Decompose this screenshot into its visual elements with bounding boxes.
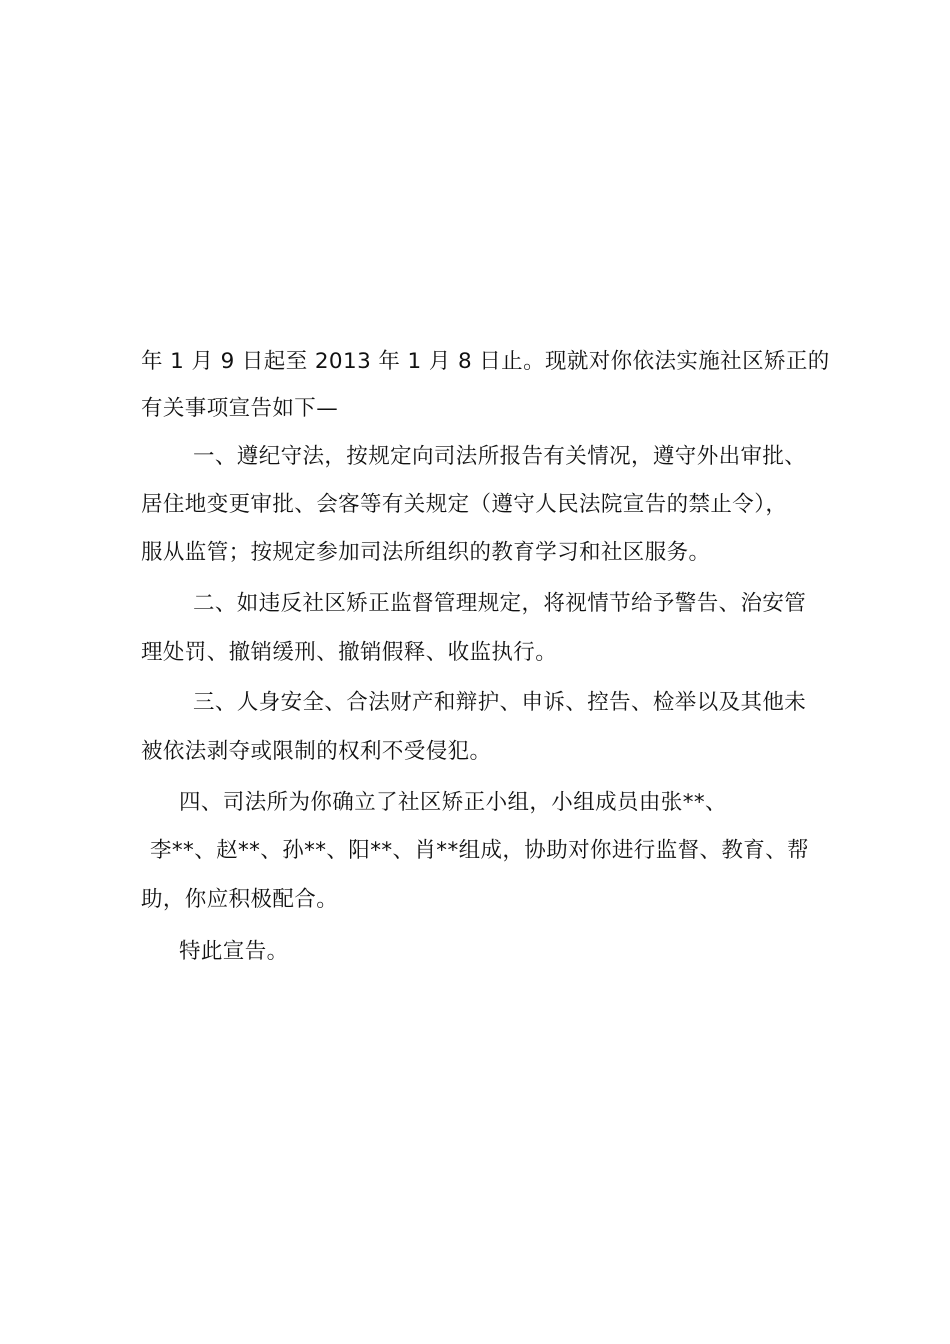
text-line-item4-b: 李**、赵**、孙**、阳**、肖**组成，协助对你进行监督、教育、帮 (150, 838, 810, 863)
text-line-item1-b: 居住地变更审批、会客等有关规定（遵守人民法院宣告的禁止令）， (141, 492, 788, 517)
text-line-period: 年 1 月 9 日起至 2013 年 1 月 8 日止。现就对你依法实施社区矫正的 (141, 349, 830, 374)
text-line-item4-a: 四、司法所为你确立了社区矫正小组，小组成员由张**、 (179, 790, 727, 815)
text-line-item1-a: 一、遵纪守法，按规定向司法所报告有关情况，遵守外出审批、 (193, 444, 807, 469)
text-line-item4-c: 助，你应积极配合。 (141, 887, 339, 912)
text-line-item1-c: 服从监管；按规定参加司法所组织的教育学习和社区服务。 (141, 540, 711, 565)
text-line-closing: 特此宣告。 (179, 939, 289, 964)
text-line-item3-a: 三、人身安全、合法财产和辩护、申诉、控告、检举以及其他未 (193, 690, 807, 715)
text-line-item3-b: 被依法剥夺或限制的权利不受侵犯。 (141, 739, 492, 764)
text-line-item2-a: 二、如违反社区矫正监督管理规定，将视情节给予警告、治安管 (193, 591, 807, 616)
text-line-item2-b: 理处罚、撤销缓刑、撤销假释、收监执行。 (141, 640, 558, 665)
text-line-intro: 有关事项宣告如下— (141, 396, 339, 421)
